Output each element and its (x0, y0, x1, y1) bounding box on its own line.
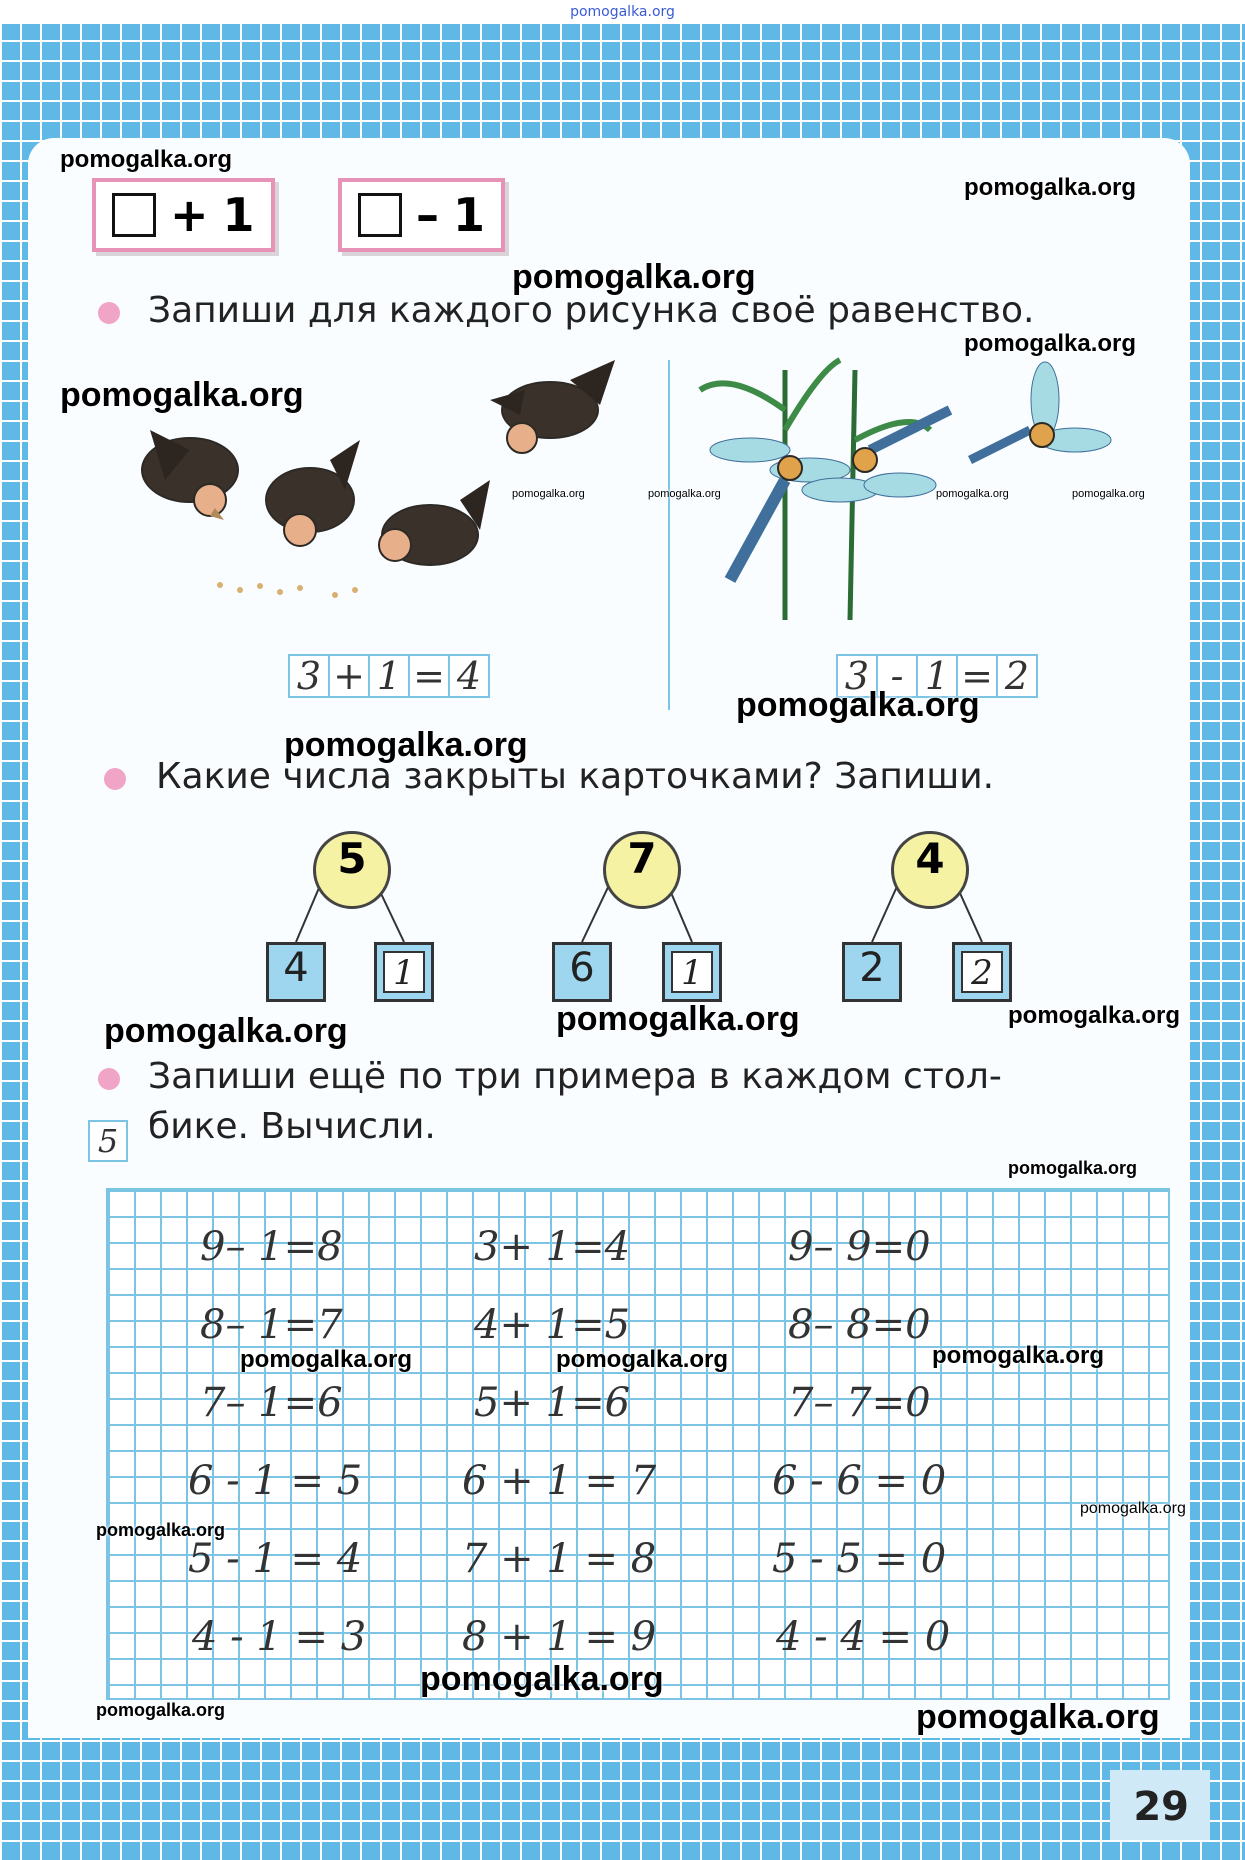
tree-covered-number (662, 942, 722, 1002)
equation-cell: 1 (918, 656, 958, 696)
example-line: 4 - 1 = 3 (192, 1614, 367, 1660)
watermark: pomogalka.org (736, 686, 980, 724)
watermark: pomogalka.org (60, 146, 233, 173)
watermark: pomogalka.org (1008, 1002, 1181, 1029)
equation-cell: 3 (838, 656, 878, 696)
example-line: 7 + 1 = 8 (462, 1536, 657, 1582)
watermark: pomogalka.org (240, 1346, 413, 1373)
tree-covered-number (374, 942, 434, 1002)
equation-cell: = (410, 656, 450, 696)
watermark: pomogalka.org (936, 488, 1009, 500)
equation-cell: 3 (290, 656, 330, 696)
task3-line1: Запиши ещё по три примера в каждом стол- (148, 1056, 1002, 1097)
watermark: pomogalka.org (1008, 1158, 1138, 1178)
example-line: 8– 1=7 (200, 1302, 343, 1348)
watermark: pomogalka.org (512, 258, 756, 296)
handwritten-answer: 2 (961, 951, 1003, 993)
example-line: 8 + 1 = 9 (462, 1614, 657, 1660)
example-line: 6 + 1 = 7 (462, 1458, 657, 1504)
example-line: 8– 8=0 (788, 1302, 931, 1348)
page-number: 29 (1133, 1784, 1189, 1830)
equation-cell: - (878, 656, 918, 696)
equation-cell: 1 (370, 656, 410, 696)
tree-left-number: 4 (266, 942, 326, 1002)
top-url: pomogalka.org (0, 0, 1245, 24)
bullet-icon (98, 1068, 120, 1090)
example-line: 9– 9=0 (788, 1224, 931, 1270)
example-line: 4 - 4 = 0 (776, 1614, 951, 1660)
example-line: 5 - 1 = 4 (188, 1536, 363, 1582)
card-operator: + (170, 188, 209, 242)
example-line: 4+ 1=5 (474, 1302, 631, 1348)
watermark: pomogalka.org (104, 1012, 348, 1050)
watermark: pomogalka.org (1080, 1500, 1186, 1517)
card-operator: – (416, 188, 439, 242)
watermark: pomogalka.org (964, 330, 1137, 357)
example-line: 5+ 1=6 (474, 1380, 631, 1426)
example-line: 7– 1=6 (200, 1380, 343, 1426)
tree-top-number: 4 (891, 831, 969, 909)
watermark: pomogalka.org (1072, 488, 1145, 500)
watermark: pomogalka.org (420, 1660, 664, 1698)
tree-left-number: 6 (552, 942, 612, 1002)
card-number: 1 (222, 188, 255, 242)
watermark: pomogalka.org (96, 1520, 226, 1540)
tree-top-number: 7 (603, 831, 681, 909)
watermark: pomogalka.org (96, 1700, 226, 1720)
tree-top-number: 5 (313, 831, 391, 909)
example-line: 3+ 1=4 (474, 1224, 631, 1270)
example-line: 6 - 1 = 5 (188, 1458, 363, 1504)
watermark: pomogalka.org (916, 1698, 1160, 1736)
task3-line2: бике. Вычисли. (148, 1106, 436, 1147)
handwritten-answer: 1 (671, 951, 713, 993)
tree-covered-number (952, 942, 1012, 1002)
example-line: 5 - 5 = 0 (772, 1536, 947, 1582)
watermark: pomogalka.org (512, 488, 585, 500)
task2-text: Какие числа закрыты карточками? Запиши. (156, 756, 995, 797)
equation-cell: + (330, 656, 370, 696)
watermark: pomogalka.org (932, 1342, 1105, 1369)
watermark: pomogalka.org (648, 488, 721, 500)
handwritten-answer: 1 (383, 951, 425, 993)
equation-cell: 4 (456, 654, 482, 698)
watermark: pomogalka.org (60, 376, 304, 414)
example-line: 6 - 6 = 0 (772, 1458, 947, 1504)
example-line: 7– 7=0 (788, 1380, 931, 1426)
task1-text: Запиши для каждого рисунка своё равенство. (148, 290, 1035, 331)
watermark: pomogalka.org (964, 174, 1137, 201)
watermark: pomogalka.org (284, 726, 528, 764)
equation-cell: = (958, 656, 998, 696)
card-number: 1 (453, 188, 486, 242)
exercise-mark: 5 (88, 1120, 128, 1162)
equation-cell: 2 (1004, 654, 1030, 698)
watermark: pomogalka.org (556, 1346, 729, 1373)
watermark: pomogalka.org (556, 1000, 800, 1038)
tree-left-number: 2 (842, 942, 902, 1002)
example-line: 9– 1=8 (200, 1224, 343, 1270)
